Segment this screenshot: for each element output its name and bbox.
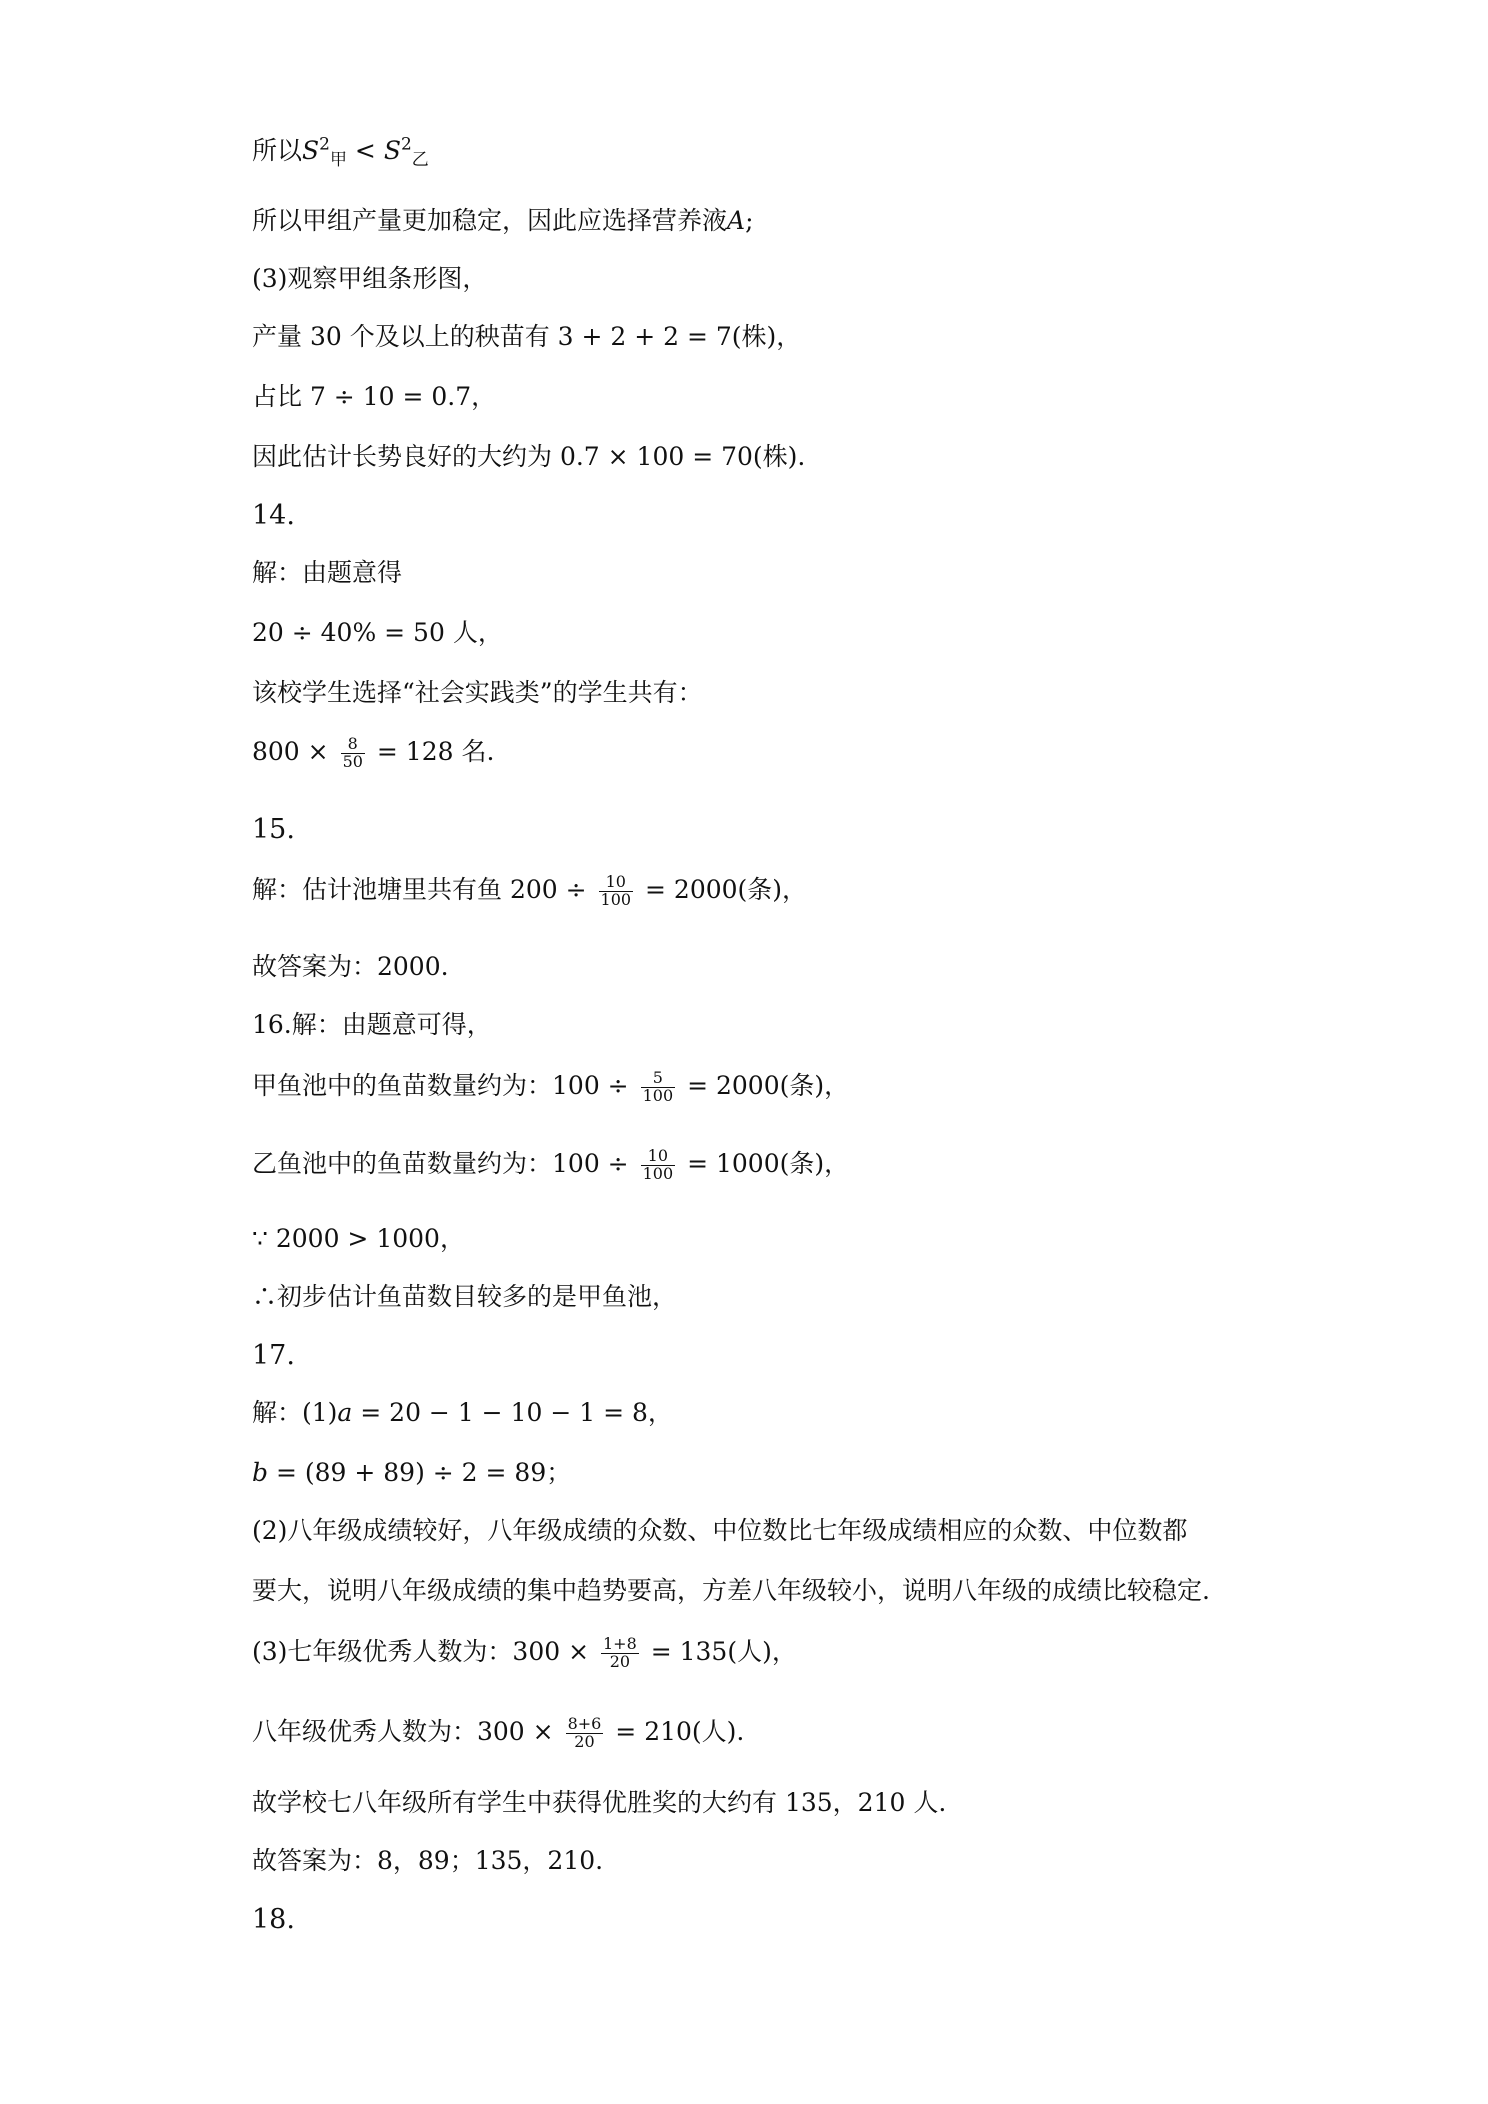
fraction <box>599 874 634 909</box>
text-line-25 <box>252 1636 797 1671</box>
text: = (89 + 89) ÷ 2 = 89； <box>268 1458 572 1487</box>
text-line-5: 占比 7 ÷ 10 = 0.7， <box>252 382 497 411</box>
text-line-14: 故答案为：2000. <box>252 952 449 981</box>
text-line-22 <box>252 1460 571 1485</box>
text-line-8: 解：由题意得 <box>252 558 403 587</box>
text: = 2000(条)， <box>645 874 808 904</box>
text: = 2000(条)， <box>687 1070 850 1100</box>
text: 解：(1) <box>252 1398 338 1427</box>
fraction <box>641 1148 676 1183</box>
fraction-numerator: 10 <box>641 1148 676 1166</box>
text-line-23: (2)八年级成绩较好，八年级成绩的众数、中位数比七年级成绩相应的众数、中位数都 <box>252 1516 1188 1545</box>
fraction-denominator: 50 <box>342 751 363 771</box>
math-var: a <box>337 1398 353 1427</box>
fraction-numerator: 5 <box>641 1070 676 1088</box>
text-line-10: 该校学生选择“社会实践类”的学生共有： <box>252 678 703 707</box>
text-line-3: (3)观察甲组条形图， <box>252 264 488 293</box>
text: 解：估计池塘里共有鱼 200 ÷ <box>252 874 587 904</box>
text-line-1 <box>252 134 429 170</box>
subscript: 乙 <box>411 150 429 170</box>
text: 800 × <box>252 736 329 766</box>
text-line-9: 20 ÷ 40% = 50 人， <box>252 618 503 647</box>
text-line-16 <box>252 1070 849 1105</box>
operator: < <box>346 136 384 165</box>
text-line-15: 16.解：由题意可得， <box>252 1010 492 1039</box>
text: 所以甲组产量更加稳定，因此应选择营养液 <box>252 206 728 235</box>
fraction <box>601 1636 639 1671</box>
text-line-21 <box>252 1400 673 1425</box>
fraction <box>641 1070 676 1105</box>
text-line-11 <box>252 736 494 771</box>
text-line-18: ∵ 2000 > 1000， <box>252 1224 465 1253</box>
text-line-19: ∴初步估计鱼苗数目较多的是甲鱼池， <box>252 1282 678 1311</box>
fraction-numerator: 10 <box>599 874 634 892</box>
text: 甲鱼池中的鱼苗数量约为：100 ÷ <box>252 1070 629 1100</box>
math-var: b <box>252 1458 269 1487</box>
text-line-24: 要大，说明八年级成绩的集中趋势要高，方差八年级较小，说明八年级的成绩比较稳定. <box>252 1576 1210 1605</box>
question-number-14: 14. <box>252 500 295 531</box>
text: 所以 <box>252 136 303 165</box>
fraction <box>566 1716 604 1751</box>
fraction-numerator: 8+6 <box>567 1714 602 1733</box>
text-line-27: 故学校七八年级所有学生中获得优胜奖的大约有 135，210 人. <box>252 1788 947 1817</box>
text-line-2 <box>252 208 754 233</box>
fraction-denominator: 100 <box>600 889 632 909</box>
text: = 135(人)， <box>650 1636 797 1666</box>
math-var: S <box>302 136 320 165</box>
text-line-26 <box>252 1716 744 1751</box>
question-number-17: 17. <box>252 1340 295 1371</box>
text-line-28: 故答案为：8，89；135，210. <box>252 1846 604 1875</box>
superscript: 2 <box>319 134 330 155</box>
fraction-denominator: 20 <box>574 1731 595 1751</box>
superscript: 2 <box>400 134 412 155</box>
text: 八年级优秀人数为：300 × <box>252 1716 554 1746</box>
fraction-denominator: 20 <box>609 1651 631 1671</box>
math-var: A <box>727 206 746 235</box>
text: ; <box>745 206 754 235</box>
text-line-4: 产量 30 个及以上的秧苗有 3 + 2 + 2 = 7(株)， <box>252 322 802 351</box>
text: = 20 − 1 − 10 − 1 = 8， <box>352 1398 673 1427</box>
text: 乙鱼池中的鱼苗数量约为：100 ÷ <box>252 1148 629 1178</box>
text-line-17 <box>252 1148 849 1183</box>
question-number-15: 15. <box>252 814 295 845</box>
math-var: S <box>383 136 401 165</box>
fraction-numerator: 8 <box>341 736 365 754</box>
text: = 1000(条)， <box>687 1148 850 1178</box>
subscript: 甲 <box>329 150 347 170</box>
text: = 128 名. <box>376 736 495 766</box>
fraction <box>341 736 365 771</box>
text: = 210(人). <box>615 1716 745 1746</box>
fraction-numerator: 1+8 <box>602 1634 637 1653</box>
text: (3)七年级优秀人数为：300 × <box>252 1636 590 1666</box>
text-line-13 <box>252 874 807 909</box>
fraction-denominator: 100 <box>642 1085 674 1105</box>
question-number-18: 18. <box>252 1904 295 1935</box>
fraction-denominator: 100 <box>642 1163 674 1183</box>
text-line-6: 因此估计长势良好的大约为 0.7 × 100 = 70(株). <box>252 442 806 471</box>
